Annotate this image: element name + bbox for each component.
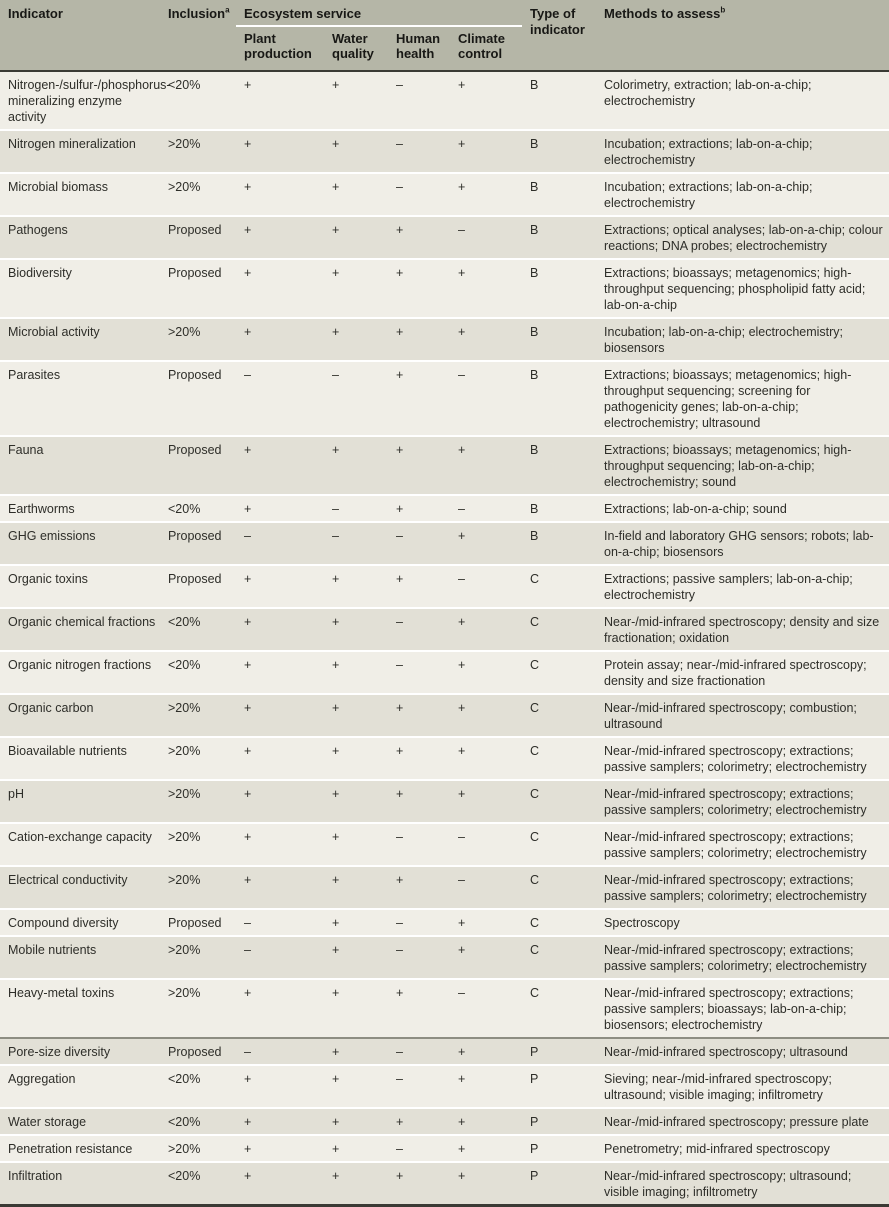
col-header-type-of-indicator xyxy=(522,0,596,71)
human-health-cell: – xyxy=(396,915,403,930)
col-header-indicator xyxy=(0,0,160,71)
human-health-cell: – xyxy=(396,829,403,844)
type-of-indicator-cell: C xyxy=(530,985,540,1000)
climate-control-cell: + xyxy=(458,179,466,194)
human-health-cell: + xyxy=(396,786,404,801)
table-row xyxy=(0,361,889,436)
indicator-cell: pH xyxy=(8,786,24,801)
indicator-cell: Mobile nutrients xyxy=(8,942,97,957)
human-health-cell: + xyxy=(396,367,404,382)
indicator-cell: Water storage xyxy=(8,1114,87,1129)
type-of-indicator-cell: B xyxy=(530,136,539,151)
water-quality-cell: + xyxy=(332,442,340,457)
inclusion-cell: Proposed xyxy=(168,915,222,930)
human-health-cell: – xyxy=(396,528,403,543)
table-row xyxy=(0,823,889,866)
indicator-cell: Microbial biomass xyxy=(8,179,109,194)
methods-cell: Incubation; extractions; lab-on-a-chip; electrochemistry xyxy=(604,136,813,167)
table-row xyxy=(0,866,889,909)
water-quality-cell: + xyxy=(332,985,340,1000)
human-health-cell: + xyxy=(396,872,404,887)
table-row xyxy=(0,1108,889,1135)
table-row xyxy=(0,436,889,495)
inclusion-cell: >20% xyxy=(168,136,201,151)
type-of-indicator-cell: B xyxy=(530,442,539,457)
water-quality-cell: + xyxy=(332,222,340,237)
plant-production-cell: + xyxy=(244,657,252,672)
table-row xyxy=(0,216,889,259)
methods-cell: Near-/mid-infrared spectroscopy; extractions; passive samplers; colorimetry; electrochemistry xyxy=(604,743,867,774)
indicator-cell: Compound diversity xyxy=(8,915,119,930)
indicator-cell: Earthworms xyxy=(8,501,75,516)
human-health-cell: – xyxy=(396,179,403,194)
table-row xyxy=(0,1038,889,1065)
plant-production-cell: + xyxy=(244,442,252,457)
water-quality-cell: + xyxy=(332,614,340,629)
type-of-indicator-cell: C xyxy=(530,571,540,586)
human-health-cell: + xyxy=(396,501,404,516)
plant-production-cell: + xyxy=(244,136,252,151)
inclusion-cell: Proposed xyxy=(168,442,222,457)
methods-cell: In-field and laboratory GHG sensors; robots; lab-on-a-chip; biosensors xyxy=(604,528,874,559)
type-of-indicator-cell: C xyxy=(530,829,540,844)
table-row xyxy=(0,259,889,318)
water-quality-cell: + xyxy=(332,1114,340,1129)
col-header-methods xyxy=(596,0,889,71)
indicator-cell: Pore-size diversity xyxy=(8,1044,111,1059)
inclusion-cell: >20% xyxy=(168,872,201,887)
climate-control-cell: + xyxy=(458,136,466,151)
methods-cell: Near-/mid-infrared spectroscopy; extractions; passive samplers; bioassays; lab-on-a-chip; biosensors; electrochemistry xyxy=(604,985,854,1032)
table-row xyxy=(0,780,889,823)
inclusion-cell: >20% xyxy=(168,700,201,715)
inclusion-cell: Proposed xyxy=(168,528,222,543)
plant-production-cell: + xyxy=(244,614,252,629)
col-header-ecosystem-service xyxy=(236,0,522,26)
methods-cell: Near-/mid-infrared spectroscopy; extractions; passive samplers; colorimetry; electrochemistry xyxy=(604,872,867,903)
water-quality-cell: + xyxy=(332,829,340,844)
inclusion-cell: >20% xyxy=(168,829,201,844)
indicator-cell: Electrical conductivity xyxy=(8,872,128,887)
plant-production-cell: + xyxy=(244,700,252,715)
methods-cell: Extractions; bioassays; metagenomics; high-throughput sequencing; lab-on-a-chip; electrochemistry; sound xyxy=(604,442,852,489)
type-of-indicator-cell: P xyxy=(530,1168,539,1183)
indicator-cell: Bioavailable nutrients xyxy=(8,743,127,758)
type-of-indicator-cell: P xyxy=(530,1044,539,1059)
methods-cell: Extractions; bioassays; metagenomics; high-throughput sequencing; phospholipid fatty acid; lab-on-a-chip xyxy=(604,265,866,312)
climate-control-cell: + xyxy=(458,265,466,280)
human-health-cell: – xyxy=(396,1141,403,1156)
water-quality-cell: + xyxy=(332,657,340,672)
type-of-indicator-cell: B xyxy=(530,324,539,339)
inclusion-cell: Proposed xyxy=(168,265,222,280)
methods-cell: Near-/mid-infrared spectroscopy; ultrasound; visible imaging; infiltrometry xyxy=(604,1168,852,1199)
plant-production-cell: – xyxy=(244,1044,251,1059)
inclusion-cell: >20% xyxy=(168,179,201,194)
methods-cell: Near-/mid-infrared spectroscopy; extractions; passive samplers; colorimetry; electrochemistry xyxy=(604,786,867,817)
indicator-cell: Organic chemical fractions xyxy=(8,614,156,629)
methods-cell: Near-/mid-infrared spectroscopy; ultrasound xyxy=(604,1044,848,1059)
climate-control-cell: – xyxy=(458,367,465,382)
plant-production-cell: + xyxy=(244,222,252,237)
inclusion-cell: >20% xyxy=(168,324,201,339)
water-quality-cell: + xyxy=(332,136,340,151)
human-health-cell: + xyxy=(396,985,404,1000)
water-quality-cell: – xyxy=(332,367,339,382)
col-header-water-quality: Water quality xyxy=(324,26,388,71)
methods-cell: Protein assay; near-/mid-infrared spectroscopy; density and size fractionation xyxy=(604,657,867,688)
indicator-cell: Cation-exchange capacity xyxy=(8,829,152,844)
inclusion-footnote-marker: a xyxy=(225,5,230,15)
table-row xyxy=(0,71,889,130)
indicator-cell: Organic nitrogen fractions xyxy=(8,657,152,672)
plant-production-cell: + xyxy=(244,501,252,516)
methods-cell: Colorimetry, extraction; lab-on-a-chip; electrochemistry xyxy=(604,77,812,108)
type-of-indicator-cell: C xyxy=(530,657,540,672)
climate-control-cell: + xyxy=(458,786,466,801)
table-row xyxy=(0,979,889,1038)
type-of-indicator-cell: C xyxy=(530,915,540,930)
indicator-cell: Microbial activity xyxy=(8,324,100,339)
methods-cell: Near-/mid-infrared spectroscopy; density and size fractionation; oxidation xyxy=(604,614,880,645)
inclusion-cell: <20% xyxy=(168,657,201,672)
climate-control-cell: – xyxy=(458,985,465,1000)
climate-control-cell: – xyxy=(458,872,465,887)
human-health-cell: – xyxy=(396,1044,403,1059)
table-row xyxy=(0,522,889,565)
type-of-indicator-cell: B xyxy=(530,179,539,194)
table-row xyxy=(0,936,889,979)
water-quality-cell: + xyxy=(332,872,340,887)
climate-control-cell: + xyxy=(458,442,466,457)
water-quality-cell: + xyxy=(332,700,340,715)
climate-control-cell: – xyxy=(458,571,465,586)
inclusion-cell: Proposed xyxy=(168,367,222,382)
indicator-cell: Infiltration xyxy=(8,1168,63,1183)
methods-cell: Near-/mid-infrared spectroscopy; extractions; passive samplers; colorimetry; electrochemistry xyxy=(604,942,867,973)
indicator-cell: Organic toxins xyxy=(8,571,88,586)
water-quality-cell: – xyxy=(332,501,339,516)
plant-production-cell: + xyxy=(244,77,252,92)
water-quality-cell: + xyxy=(332,1071,340,1086)
plant-production-cell: – xyxy=(244,528,251,543)
col-header-methods-label: Methods to assess xyxy=(604,6,721,21)
table-header xyxy=(0,0,889,71)
table-row xyxy=(0,694,889,737)
table-row xyxy=(0,1135,889,1162)
type-of-indicator-cell: B xyxy=(530,265,539,280)
type-of-indicator-cell: C xyxy=(530,700,540,715)
inclusion-cell: <20% xyxy=(168,1114,201,1129)
climate-control-cell: + xyxy=(458,77,466,92)
plant-production-cell: – xyxy=(244,367,251,382)
type-of-indicator-cell: B xyxy=(530,367,539,382)
water-quality-cell: + xyxy=(332,324,340,339)
methods-cell: Extractions; passive samplers; lab-on-a-chip; electrochemistry xyxy=(604,571,853,602)
plant-production-cell: + xyxy=(244,743,252,758)
plant-production-cell: – xyxy=(244,915,251,930)
indicator-cell: Biodiversity xyxy=(8,265,72,280)
climate-control-cell: + xyxy=(458,743,466,758)
water-quality-cell: + xyxy=(332,1168,340,1183)
human-health-cell: + xyxy=(396,1114,404,1129)
human-health-cell: – xyxy=(396,942,403,957)
table-body xyxy=(0,71,889,1206)
plant-production-cell: + xyxy=(244,265,252,280)
climate-control-cell: + xyxy=(458,528,466,543)
indicator-cell: Pathogens xyxy=(8,222,68,237)
table-row xyxy=(0,651,889,694)
methods-cell: Extractions; optical analyses; lab-on-a-chip; colour reactions; DNA probes; electrochemistry xyxy=(604,222,883,253)
human-health-cell: + xyxy=(396,1168,404,1183)
type-of-indicator-cell: C xyxy=(530,942,540,957)
col-header-indicator-label: Indicator xyxy=(8,6,63,21)
methods-cell: Incubation; extractions; lab-on-a-chip; electrochemistry xyxy=(604,179,813,210)
climate-control-cell: + xyxy=(458,942,466,957)
inclusion-cell: <20% xyxy=(168,614,201,629)
type-of-indicator-cell: C xyxy=(530,743,540,758)
indicator-cell: Aggregation xyxy=(8,1071,76,1086)
type-of-indicator-cell: C xyxy=(530,786,540,801)
indicator-cell: Organic carbon xyxy=(8,700,94,715)
climate-control-cell: + xyxy=(458,1044,466,1059)
plant-production-cell: + xyxy=(244,324,252,339)
climate-control-cell: + xyxy=(458,614,466,629)
climate-control-cell: + xyxy=(458,1114,466,1129)
climate-control-cell: + xyxy=(458,1071,466,1086)
type-of-indicator-cell: B xyxy=(530,528,539,543)
human-health-cell: – xyxy=(396,657,403,672)
col-header-human-health: Human health xyxy=(388,26,450,71)
climate-control-cell: + xyxy=(458,324,466,339)
col-header-type-label: Type of indicator xyxy=(530,6,585,37)
methods-cell: Penetrometry; mid-infrared spectroscopy xyxy=(604,1141,830,1156)
plant-production-cell: + xyxy=(244,829,252,844)
type-of-indicator-cell: C xyxy=(530,614,540,629)
methods-cell: Spectroscopy xyxy=(604,915,680,930)
climate-control-cell: + xyxy=(458,1168,466,1183)
table-row xyxy=(0,1065,889,1108)
water-quality-cell: + xyxy=(332,77,340,92)
climate-control-cell: + xyxy=(458,1141,466,1156)
human-health-cell: – xyxy=(396,614,403,629)
human-health-cell: + xyxy=(396,265,404,280)
col-header-plant-production: Plant production xyxy=(236,26,324,71)
human-health-cell: + xyxy=(396,442,404,457)
col-header-ecosystem-service-label: Ecosystem service xyxy=(244,6,362,21)
climate-control-cell: + xyxy=(458,915,466,930)
header-row-top xyxy=(0,0,889,26)
methods-cell: Near-/mid-infrared spectroscopy; extractions; passive samplers; colorimetry; electrochemistry xyxy=(604,829,867,860)
water-quality-cell: + xyxy=(332,265,340,280)
indicator-cell: Parasites xyxy=(8,367,61,382)
indicator-cell: Nitrogen mineralization xyxy=(8,136,136,151)
type-of-indicator-cell: P xyxy=(530,1141,539,1156)
indicator-cell: Fauna xyxy=(8,442,44,457)
water-quality-cell: + xyxy=(332,942,340,957)
human-health-cell: – xyxy=(396,77,403,92)
plant-production-cell: + xyxy=(244,985,252,1000)
water-quality-cell: + xyxy=(332,915,340,930)
plant-production-cell: + xyxy=(244,1141,252,1156)
indicator-cell: Nitrogen-/sulfur-/phosphorus-mineralizing enzyme activity xyxy=(8,77,171,124)
inclusion-cell: Proposed xyxy=(168,1044,222,1059)
water-quality-cell: + xyxy=(332,1141,340,1156)
water-quality-cell: + xyxy=(332,179,340,194)
human-health-cell: – xyxy=(396,136,403,151)
table-row xyxy=(0,495,889,522)
inclusion-cell: <20% xyxy=(168,1071,201,1086)
inclusion-cell: >20% xyxy=(168,942,201,957)
inclusion-cell: <20% xyxy=(168,1168,201,1183)
plant-production-cell: + xyxy=(244,571,252,586)
indicator-cell: Penetration resistance xyxy=(8,1141,133,1156)
human-health-cell: + xyxy=(396,222,404,237)
methods-cell: Extractions; lab-on-a-chip; sound xyxy=(604,501,787,516)
table-row xyxy=(0,318,889,361)
climate-control-cell: + xyxy=(458,657,466,672)
inclusion-cell: >20% xyxy=(168,786,201,801)
human-health-cell: – xyxy=(396,1071,403,1086)
table-row xyxy=(0,1162,889,1206)
table-row xyxy=(0,173,889,216)
indicator-cell: Heavy-metal toxins xyxy=(8,985,115,1000)
indicator-cell: GHG emissions xyxy=(8,528,96,543)
water-quality-cell: + xyxy=(332,571,340,586)
plant-production-cell: + xyxy=(244,1071,252,1086)
plant-production-cell: – xyxy=(244,942,251,957)
human-health-cell: + xyxy=(396,700,404,715)
water-quality-cell: + xyxy=(332,1044,340,1059)
human-health-cell: + xyxy=(396,324,404,339)
col-header-inclusion-label: Inclusion xyxy=(168,6,226,21)
type-of-indicator-cell: P xyxy=(530,1071,539,1086)
inclusion-cell: Proposed xyxy=(168,571,222,586)
plant-production-cell: + xyxy=(244,786,252,801)
type-of-indicator-cell: B xyxy=(530,222,539,237)
inclusion-cell: Proposed xyxy=(168,222,222,237)
human-health-cell: + xyxy=(396,743,404,758)
methods-cell: Incubation; lab-on-a-chip; electrochemistry; biosensors xyxy=(604,324,844,355)
water-quality-cell: + xyxy=(332,786,340,801)
water-quality-cell: + xyxy=(332,743,340,758)
table-row xyxy=(0,608,889,651)
plant-production-cell: + xyxy=(244,1114,252,1129)
methods-cell: Near-/mid-infrared spectroscopy; pressure plate xyxy=(604,1114,869,1129)
methods-cell: Near-/mid-infrared spectroscopy; combustion; ultrasound xyxy=(604,700,857,731)
climate-control-cell: – xyxy=(458,829,465,844)
climate-control-cell: – xyxy=(458,222,465,237)
plant-production-cell: + xyxy=(244,1168,252,1183)
climate-control-cell: + xyxy=(458,700,466,715)
methods-cell: Extractions; bioassays; metagenomics; high-throughput sequencing; screening for pathogenicity genes; lab-on-a-chip; electrochemistry; ultrasound xyxy=(604,367,852,430)
methods-cell: Sieving; near-/mid-infrared spectroscopy; ultrasound; visible imaging; infiltrometry xyxy=(604,1071,832,1102)
inclusion-cell: >20% xyxy=(168,1141,201,1156)
table-row xyxy=(0,565,889,608)
methods-footnote-marker: b xyxy=(720,5,726,15)
inclusion-cell: <20% xyxy=(168,501,201,516)
type-of-indicator-cell: B xyxy=(530,501,539,516)
inclusion-cell: >20% xyxy=(168,985,201,1000)
col-header-inclusion xyxy=(160,0,236,71)
type-of-indicator-cell: C xyxy=(530,872,540,887)
table-row xyxy=(0,130,889,173)
water-quality-cell: – xyxy=(332,528,339,543)
table-row xyxy=(0,737,889,780)
col-header-climate-control: Climate control xyxy=(450,26,522,71)
climate-control-cell: – xyxy=(458,501,465,516)
type-of-indicator-cell: P xyxy=(530,1114,539,1129)
plant-production-cell: + xyxy=(244,179,252,194)
type-of-indicator-cell: B xyxy=(530,77,539,92)
inclusion-cell: >20% xyxy=(168,743,201,758)
table-row xyxy=(0,909,889,936)
plant-production-cell: + xyxy=(244,872,252,887)
human-health-cell: + xyxy=(396,571,404,586)
inclusion-cell: <20% xyxy=(168,77,201,92)
